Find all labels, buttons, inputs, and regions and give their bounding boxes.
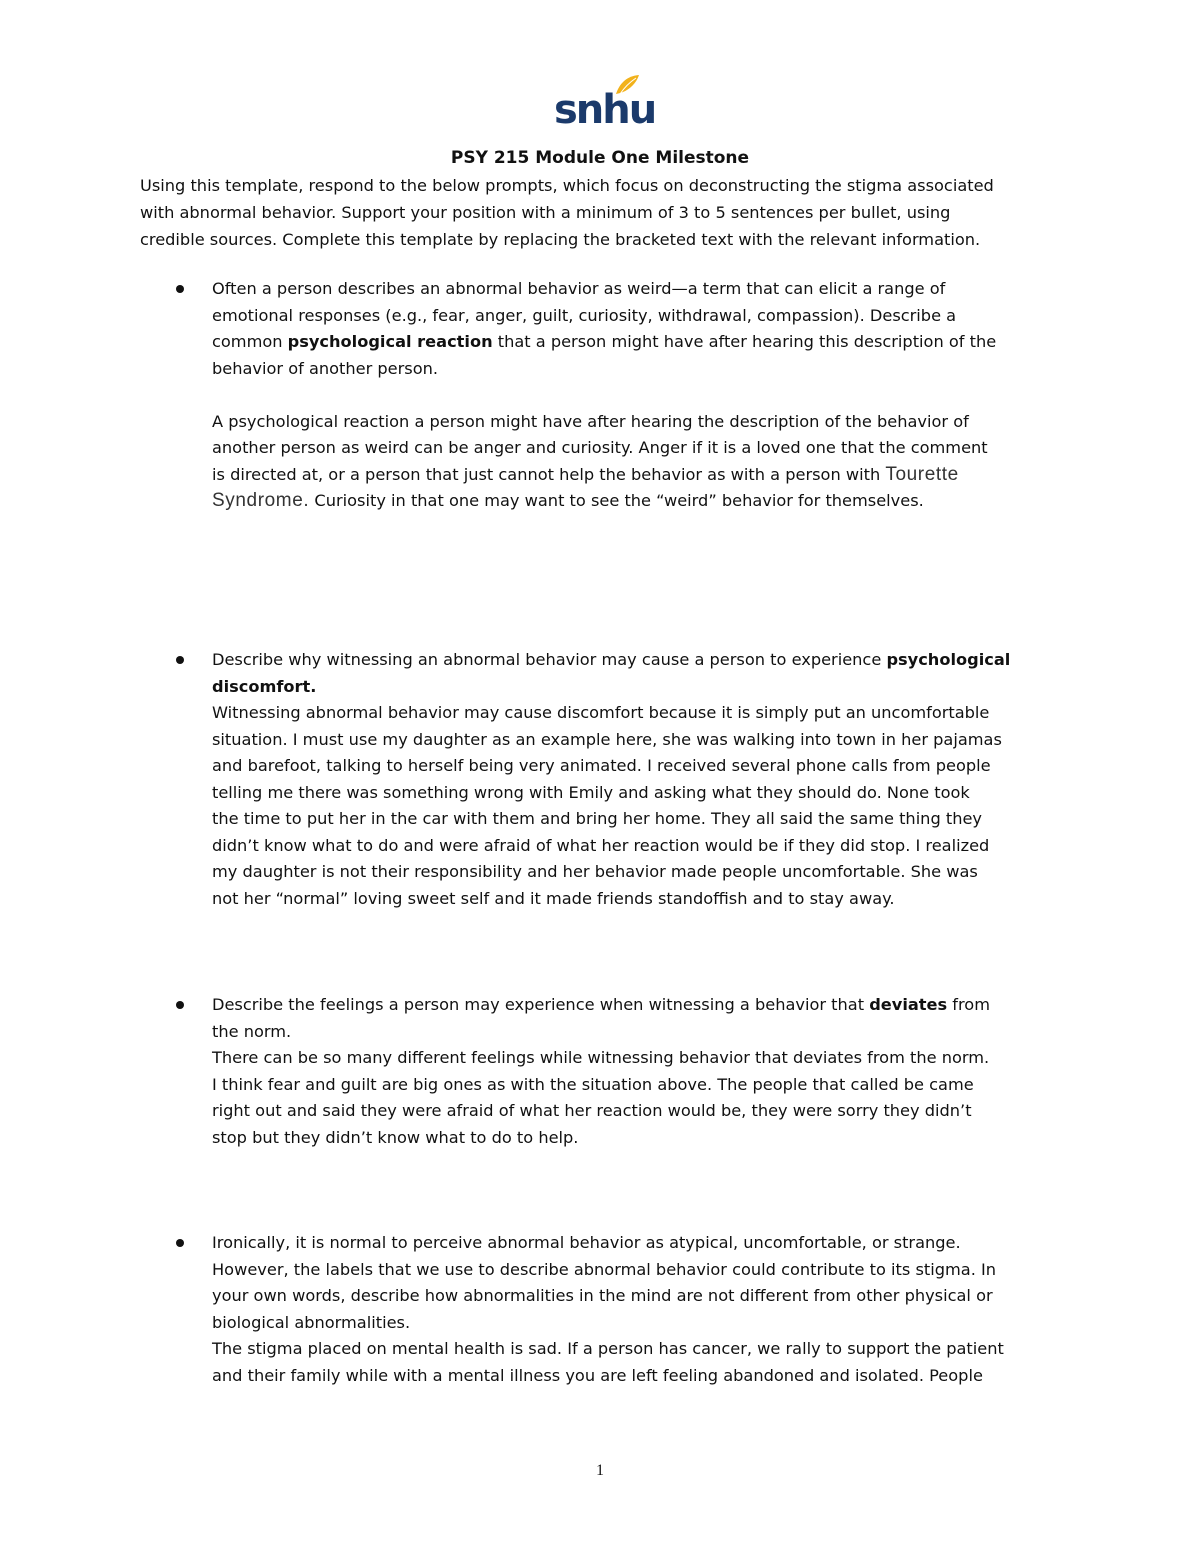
prompt-line: However, the labels that we use to describe abnormal behavior could contribute to its stigma. In bbox=[212, 1259, 997, 1279]
prompt-line: emotional responses (e.g., fear, anger, guilt, curiosity, withdrawal, compassion). Describe a bbox=[212, 305, 957, 325]
prompt-line: Often a person describes an abnormal behavior as weird—a term that can elicit a range of bbox=[212, 279, 946, 298]
prompt-line bbox=[212, 329, 1080, 356]
prompt-emphasis: discomfort. bbox=[212, 676, 317, 696]
prompt-line bbox=[212, 674, 1080, 701]
prompt-emphasis: deviates bbox=[869, 995, 948, 1014]
answer-line: I think fear and guilt are big ones as with the situation above. The people that called be came bbox=[212, 1074, 974, 1094]
prompt-line bbox=[212, 992, 1080, 1019]
prompt-emphasis: psychological bbox=[886, 650, 1011, 669]
answer-text: is directed at, or a person that just cannot help the behavior as with a person with bbox=[212, 464, 886, 484]
answer-line: telling me there was something wrong with Emily and asking what they should do. None took bbox=[212, 782, 970, 802]
prompt-line: your own words, describe how abnormalities in the mind are not different from other physical or bbox=[212, 1286, 993, 1305]
bullet-marker bbox=[176, 285, 184, 293]
bullet-1 bbox=[212, 276, 1080, 515]
prompt-line bbox=[212, 647, 1080, 674]
prompt-text: from bbox=[947, 995, 990, 1014]
answer-line: not her “normal” loving sweet self and it made friends standoffish and to stay away. bbox=[212, 888, 895, 908]
answer-line: didn’t know what to do and were afraid of what her reaction would be if they did stop. I realized bbox=[212, 835, 990, 855]
answer-line: A psychological reaction a person might have after hearing the description of the behavior of bbox=[212, 411, 969, 431]
answer-line: Witnessing abnormal behavior may cause discomfort because it is simply put an uncomfortable bbox=[212, 703, 990, 722]
snhu-logo bbox=[554, 72, 656, 133]
bullet-marker bbox=[176, 1239, 184, 1247]
answer-line bbox=[212, 462, 1080, 489]
answer-special-text: Syndrome. bbox=[212, 490, 310, 511]
answer-text: Curiosity in that one may want to see the “weird” behavior for themselves. bbox=[309, 491, 924, 510]
document-title: PSY 215 Module One Milestone bbox=[450, 148, 750, 168]
prompt-emphasis: psychological reaction bbox=[287, 332, 493, 351]
prompt-text: common bbox=[212, 332, 288, 351]
answer-line: There can be so many different feelings while witnessing behavior that deviates from the norm. bbox=[212, 1048, 990, 1067]
answer-line: my daughter is not their responsibility and her behavior made people uncomfortable. She was bbox=[212, 862, 978, 881]
bullet-3 bbox=[212, 992, 1080, 1151]
bullet-marker bbox=[176, 656, 184, 664]
prompt-text: Describe why witnessing an abnormal behavior may cause a person to experience bbox=[212, 650, 887, 669]
answer-line: right out and said they were afraid of what her reaction would be, they were sorry they didn’t bbox=[212, 1101, 972, 1120]
intro-line: Using this template, respond to the below prompts, which focus on deconstructing the stigma associated bbox=[140, 176, 994, 195]
answer-line: and barefoot, talking to herself being very animated. I received several phone calls from people bbox=[212, 756, 991, 775]
answer-line: and their family while with a mental illness you are left feeling abandoned and isolated. People bbox=[212, 1365, 983, 1385]
answer-line: stop but they didn’t know what to do to help. bbox=[212, 1127, 579, 1147]
logo-text: snhu bbox=[554, 87, 656, 133]
intro-paragraph bbox=[140, 172, 1080, 253]
answer-line: another person as weird can be anger and curiosity. Anger if it is a loved one that the comment bbox=[212, 438, 988, 457]
page-number: 1 bbox=[596, 1462, 604, 1479]
answer-special-text: Tourette bbox=[885, 463, 959, 485]
bullet-marker bbox=[176, 1001, 184, 1009]
answer-line: the time to put her in the car with them and bring her home. They all said the same thing they bbox=[212, 809, 983, 828]
answer-line: The stigma placed on mental health is sad. If a person has cancer, we rally to support the patient bbox=[212, 1339, 1004, 1358]
prompt-text: that a person might have after hearing this description of the bbox=[492, 332, 997, 351]
bullet-2 bbox=[212, 647, 1080, 912]
prompt-line: the norm. bbox=[212, 1021, 292, 1041]
prompt-text: Describe the feelings a person may experience when witnessing a behavior that bbox=[212, 995, 870, 1014]
bullet-4 bbox=[212, 1230, 1080, 1389]
intro-line: credible sources. Complete this template by replacing the bracketed text with the relevant information. bbox=[140, 230, 981, 249]
prompt-line: Ironically, it is normal to perceive abnormal behavior as atypical, uncomfortable, or strange. bbox=[212, 1233, 961, 1252]
prompt-line: behavior of another person. bbox=[212, 358, 439, 378]
answer-line: situation. I must use my daughter as an example here, she was walking into town in her pajamas bbox=[212, 729, 1002, 749]
prompt-line: biological abnormalities. bbox=[212, 1312, 411, 1332]
intro-line: with abnormal behavior. Support your position with a minimum of 3 to 5 sentences per bullet, using bbox=[140, 203, 951, 222]
answer-line bbox=[212, 488, 1080, 515]
